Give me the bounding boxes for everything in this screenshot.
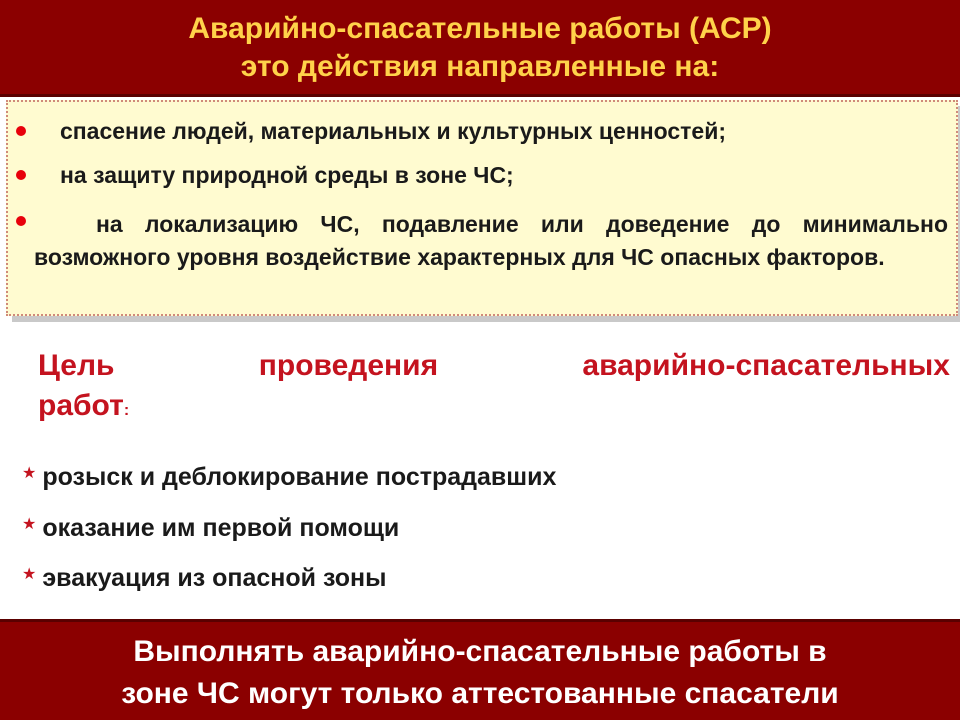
direction-text: спасение людей, материальных и культурных ценностей;	[60, 118, 726, 144]
direction-text: на защиту природной среды в зоне ЧС;	[60, 162, 514, 188]
footer-line-2: зоне ЧС могут только аттестованные спасатели	[121, 677, 839, 710]
goal-colon: :	[123, 402, 130, 419]
bullet-dot-icon	[16, 170, 26, 180]
footer-banner	[0, 619, 960, 720]
goal-item: ★ розыск и деблокирование пострадавших	[22, 463, 557, 491]
star-icon: ★	[22, 465, 37, 482]
directions-box	[6, 100, 958, 316]
title-banner	[0, 0, 960, 97]
star-icon: ★	[22, 566, 37, 583]
goal-word: проведения	[258, 349, 439, 382]
goal-word: Цель	[38, 349, 115, 382]
title-line-2: это действия направленные на:	[240, 50, 720, 83]
goal-word: работ	[38, 389, 124, 422]
goal-heading	[38, 346, 950, 431]
goal-word: аварийно-спасательных	[582, 349, 950, 382]
footer-line-1: Выполнять аварийно-спасательные работы в	[133, 635, 827, 668]
goal-item: ★ оказание им первой помощи	[22, 514, 400, 542]
bullet-dot-icon	[16, 126, 26, 136]
title-line-1: Аварийно-спасательные работы (АСР)	[188, 12, 772, 45]
direction-text: на локализацию ЧС, подавление или доведение до минимально возможного уровня воздействие характерных для ЧС опасных факторов.	[34, 211, 948, 270]
goal-item: ★ эвакуация из опасной зоны	[22, 564, 387, 592]
star-icon: ★	[22, 516, 37, 533]
bullet-dot-icon	[16, 216, 26, 226]
